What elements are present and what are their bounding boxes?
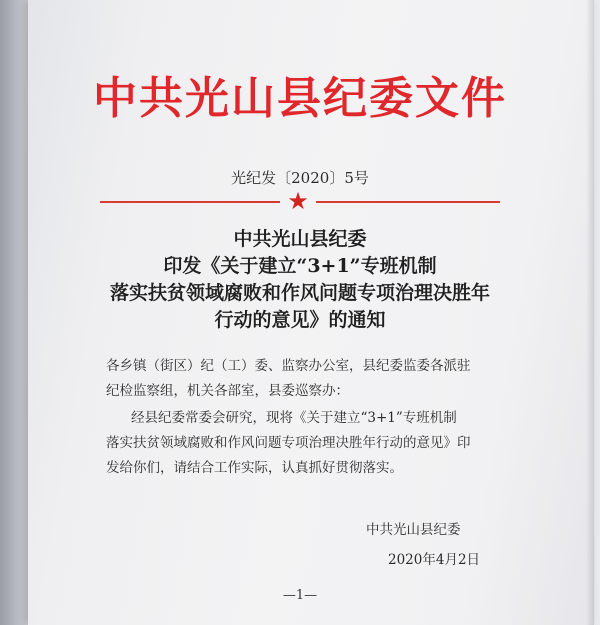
recipients-line: 各乡镇（街区）纪（工）委、监察办公室，县纪委监委各派驻 — [106, 358, 471, 374]
notice-title-line: 行动的意见》的通知 — [214, 309, 386, 331]
document-header-title: 中共光山县纪委文件 — [93, 73, 507, 124]
recipients-line: 纪检监察组，机关各部室，县委巡察办： — [106, 383, 349, 399]
signature-organization: 中共光山县纪委 — [366, 522, 461, 538]
star-icon: ★ — [287, 187, 309, 215]
content-line: 发给你们，请结合工作实际，认真抓好贯彻落实。 — [106, 460, 403, 476]
content-line: 落实扶贫领域腐败和作风问题专项治理决胜年行动的意见》印 — [106, 435, 471, 451]
notice-title-line: 印发《关于建立“3+1”专班机制 — [163, 255, 437, 277]
notice-title-line: 中共光山县纪委 — [233, 228, 367, 250]
content-line: 经县纪委常委会研究，现将《关于建立“3+1”专班机制 — [131, 410, 457, 426]
red-divider-right — [316, 201, 500, 203]
signature-date: 2020年4月2日 — [388, 552, 481, 568]
notice-title-line: 落实扶贫领域腐败和作风问题专项治理决胜年 — [109, 282, 490, 304]
recipients-paragraph — [106, 354, 506, 404]
document-number: 光纪发〔2020〕5号 — [231, 169, 369, 187]
page-number: —1— — [282, 588, 318, 603]
red-divider-left — [100, 201, 280, 203]
content-paragraph — [106, 406, 506, 481]
notice-title — [0, 226, 600, 334]
